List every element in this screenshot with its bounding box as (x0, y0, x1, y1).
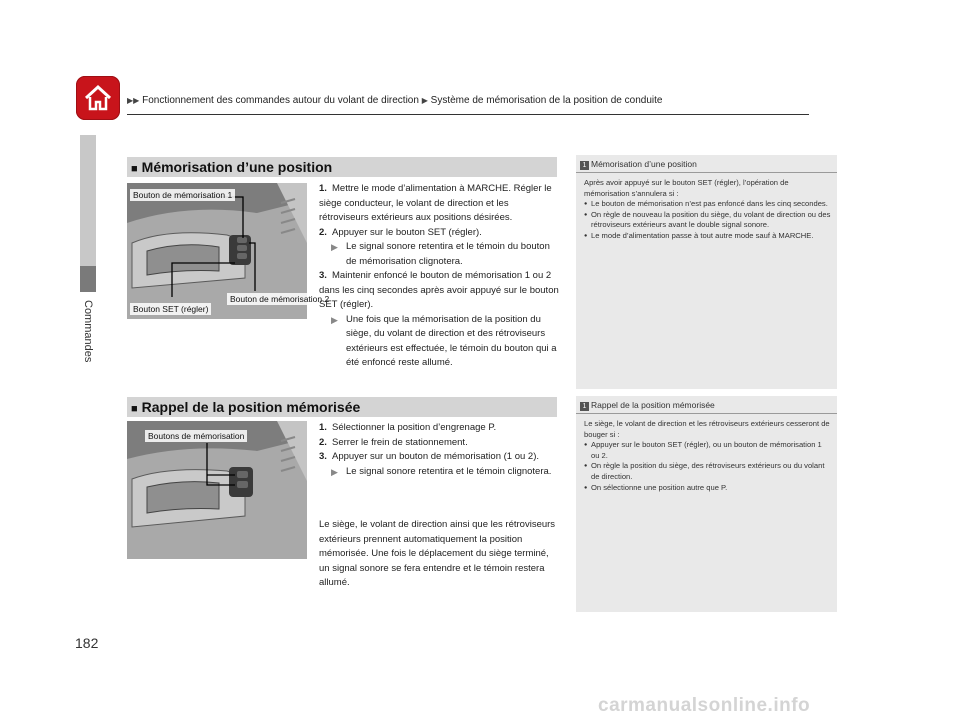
step-text: Appuyer sur un bouton de mémorisation (1 ou 2). (332, 451, 540, 462)
result-arrow-icon: ▶ (331, 314, 338, 325)
breadcrumb-arrow-icon: ▶▶ (127, 96, 140, 105)
square-bullet-icon: ■ (131, 403, 138, 415)
side-note-intro: Le siège, le volant de direction et les rétroviseurs extérieurs cesseront de bouger si : (584, 419, 830, 439)
step-text: Sélectionner la position d’engrenage P. (332, 422, 497, 433)
breadcrumb-part-1[interactable]: Fonctionnement des commandes autour du volant de direction (142, 95, 419, 106)
note-number-icon: 1 (580, 161, 589, 170)
side-note-list (584, 199, 831, 241)
result-arrow-icon: ▶ (331, 466, 338, 477)
rappel-paragraph: Le siège, le volant de direction ainsi que les rétroviseurs extérieurs prennent automatiquement la position mémorisée. Une fois le déplacement du siège terminé, un signal sonore se fera entendre et le témoin restera allumé. (319, 519, 556, 588)
sidebar-section-label: Commandes (82, 300, 94, 363)
step-number: 3. (319, 451, 327, 462)
step-text: Appuyer sur le bouton SET (régler). (332, 226, 482, 238)
step-text: Serrer le frein de stationnement. (332, 436, 468, 448)
side-note-bullet: ● On sélectionne une position autre que P. (584, 483, 831, 494)
door-panel-illustration-2 (127, 421, 307, 559)
door-panel-illustration-1 (127, 183, 330, 319)
step-item (319, 436, 559, 451)
step-item (319, 269, 559, 313)
side-note-memorisation (576, 155, 837, 389)
header-divider (127, 114, 809, 115)
side-note-body (576, 173, 837, 246)
memorisation-steps (319, 182, 559, 371)
figure-label-memo1: Bouton de mémorisation 1 (130, 189, 235, 201)
step-number: 1. (319, 422, 327, 433)
result-arrow-icon: ▶ (331, 242, 338, 252)
breadcrumb (127, 95, 662, 106)
side-note-rappel (576, 396, 837, 612)
side-note-list (584, 440, 831, 493)
step-item (319, 450, 559, 465)
side-note-bullet: ● Appuyer sur le bouton SET (régler), ou un bouton de mémorisation 1 ou 2. (584, 440, 831, 461)
step-result: ▶ Le signal sonore retentira et le témoin du bouton de mémorisation clignotera. (331, 241, 550, 267)
note-number-icon: 1 (580, 402, 589, 411)
side-note-intro: Après avoir appuyé sur le bouton SET (régler), l’opération de mémorisation s’annulera si : (584, 178, 789, 198)
step-number: 2. (319, 436, 327, 448)
step-item (319, 226, 559, 241)
step-result: ▶ Une fois que la mémorisation de la position du siège, du volant de direction et des rétroviseurs extérieurs est effectuée, le témoin du bouton qui a été enfoncé reste allumé. (331, 313, 557, 368)
sidebar-tab-active[interactable] (80, 266, 96, 292)
side-note-bullet: ● Le mode d’alimentation passe à tout autre mode sauf à MARCHE. (584, 231, 831, 242)
side-note-bullet: ● Le bouton de mémorisation n’est pas enfoncé dans les cinq secondes. (584, 199, 831, 210)
side-note-bullet: ● On règle de nouveau la position du siège, du volant de direction ou des rétroviseurs extérieurs avant le double signal sonore. (584, 210, 831, 231)
figure-label-memory-buttons: Boutons de mémorisation (145, 430, 247, 442)
side-note-body (576, 414, 837, 497)
step-item (319, 182, 559, 226)
step-text: Maintenir enfoncé le bouton de mémorisation 1 ou 2 dans les cinq secondes après avoir appuyé sur le bouton SET (régler). (319, 270, 559, 310)
figure-label-memo2: Bouton de mémorisation 2 (227, 293, 332, 305)
rappel-steps (319, 421, 559, 479)
step-number: 2. (319, 226, 327, 238)
step-number: 1. (319, 183, 327, 194)
side-note-bullet: ● On règle la position du siège, des rétroviseurs extérieurs ou du volant de direction. (584, 461, 831, 482)
home-icon (76, 76, 120, 120)
square-bullet-icon: ■ (131, 163, 138, 175)
figure-label-set: Bouton SET (régler) (130, 303, 211, 315)
step-result: ▶ Le signal sonore retentira et le témoin clignotera. (319, 465, 559, 480)
section-heading-rappel: ■ Rappel de la position mémorisée (127, 397, 557, 417)
home-button[interactable] (76, 76, 120, 120)
side-note-title: 1 Rappel de la position mémorisée (576, 396, 837, 414)
section-heading-memorisation: ■ Mémorisation d’une position (127, 157, 557, 177)
side-note-title: 1 Mémorisation d’une position (576, 155, 837, 173)
step-number: 3. (319, 270, 327, 281)
step-text: Mettre le mode d’alimentation à MARCHE. Régler le siège conducteur, le volant de direction et les rétroviseurs extérieurs aux positions désirées. (319, 183, 552, 223)
page-number: 182 (75, 635, 99, 651)
breadcrumb-part-2[interactable]: Système de mémorisation de la position de conduite (430, 95, 663, 106)
watermark: carmanualsonline.info (598, 695, 811, 716)
step-item (319, 421, 559, 436)
breadcrumb-arrow-icon: ▶ (421, 96, 428, 105)
